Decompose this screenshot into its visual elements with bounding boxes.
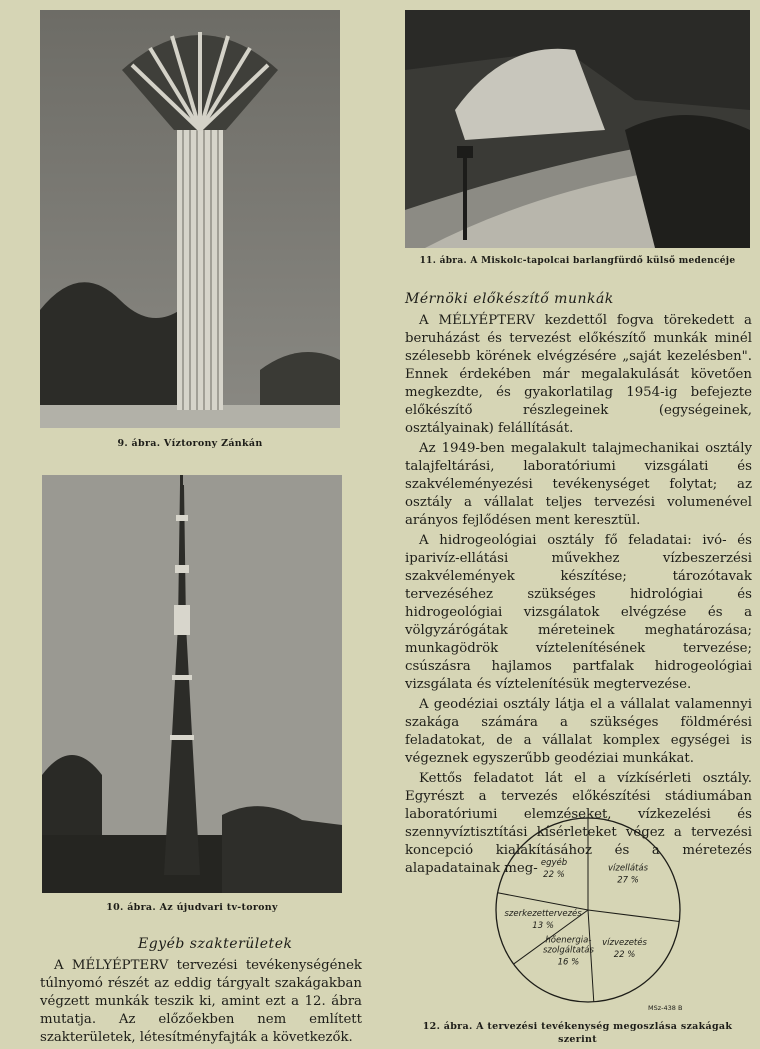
pie-chart-svg — [470, 812, 710, 1012]
fig9-caption: 9. ábra. Víztorony Zánkán — [117, 438, 263, 449]
paragraph: A MÉLYÉPTERV tervezési tevékenységének túlnyomó részét az eddig tárgyalt szakágakban végzett munkák teszik ki, amint ezt a 12. ábra mutatja. Az előzőekben nem említett szakterületek, létesítményfajták a következők. — [40, 958, 362, 1045]
pie-chart — [470, 812, 710, 1012]
fig12-caption-line1: 12. ábra. A tervezési tevékenység megoszlása szakágak — [422, 1021, 733, 1032]
pie-slice-value: 27 % — [617, 875, 639, 886]
pie-slice-divider — [588, 910, 679, 922]
fig12-caption-line2: szerint — [558, 1034, 597, 1045]
pie-slice-divider — [588, 910, 594, 1002]
chart-stamp: MSz-438 B — [648, 1004, 683, 1012]
left-section-heading: Egyéb szakterületek — [138, 936, 293, 952]
water-tower-photo — [40, 10, 340, 428]
fig11-caption: 11. ábra. A Miskolc-tapolcai barlangfürdő külső medencéje — [419, 256, 736, 266]
paragraph: Az 1949-ben megalakult talajmechanikai osztály talajfeltárási, laboratóriumi vizsgálati és szakvéleményezési tevékenységet folytat; az osztály a vállalat teljes tervezési volumenével arányos fejlődésen ment keresztül. — [405, 441, 752, 528]
pie-slice-label: vízvezetés — [602, 937, 647, 948]
pie-slice-label: szerkezettervezés — [504, 909, 582, 920]
pie-slice-value: 16 % — [557, 957, 580, 968]
pie-slice-divider — [498, 893, 588, 910]
cave-bath-photo — [405, 10, 750, 248]
pie-slice-label: hőenergia- — [545, 935, 592, 946]
paragraph: A geodéziai osztály látja el a vállalat valamennyi szakága számára a szükséges földmérési feladatokat, de a vállalat komplex egységei is végeznek egyszerűbb geodéziai munkákat. — [405, 697, 752, 766]
pie-slice-label: egyéb — [540, 857, 568, 868]
paragraph: A hidrogeológiai osztály fő feladatai: ivó- és iparivíz-ellátási művekhez vízbeszerzési szakvélemények készítése; tározótavak tervezéséhez szükséges hidrológiai és hidrogeológiai vizsgálatok elvégzése és a völgyzárógátak méreteinek meghatározása; munkagödrök víztelenítésének tervezése; csúszásra hajlamos partfalak hidrogeológiai vizsgálata és víztelenítésük megtervezése. — [405, 533, 752, 692]
right-body-text — [405, 312, 752, 880]
pie-slice-label: vízellátás — [608, 863, 649, 874]
pie-slice-label: szolgáltatás — [542, 945, 594, 956]
left-body-text — [40, 957, 362, 1049]
paragraph: Kettős feladatot lát el a vízkísérleti osztály. Egyrészt a tervezés előkészítési stádiumában laboratóriumi elemzéseket, vízkezelési és szennyvíztisztítási kísérleteket végez a tervezési koncepció kialakításához és a méretezés alapadatainak meg- — [405, 771, 752, 876]
pie-slice-value: 22 % — [613, 949, 636, 960]
paragraph: A MÉLYÉPTERV kezdettől fogva törekedett a beruházást és tervezést előkészítő munkák minél szélesebb körének elvégzésére „saját kezelésben". Ennek érdekében már megalakulását követően megkezdte, és gyakorlatilag 1954-ig befejezte előkészítő részlegeinek (egységeinek, osztályainak) felállítását. — [405, 313, 752, 436]
right-section-heading: Mérnöki előkészítő munkák — [405, 291, 614, 307]
tv-tower-photo — [42, 475, 342, 893]
pie-slice-value: 13 % — [532, 921, 554, 932]
fig10-caption: 10. ábra. Az újudvari tv-torony — [106, 902, 278, 913]
pie-slice-value: 22 % — [543, 869, 565, 880]
